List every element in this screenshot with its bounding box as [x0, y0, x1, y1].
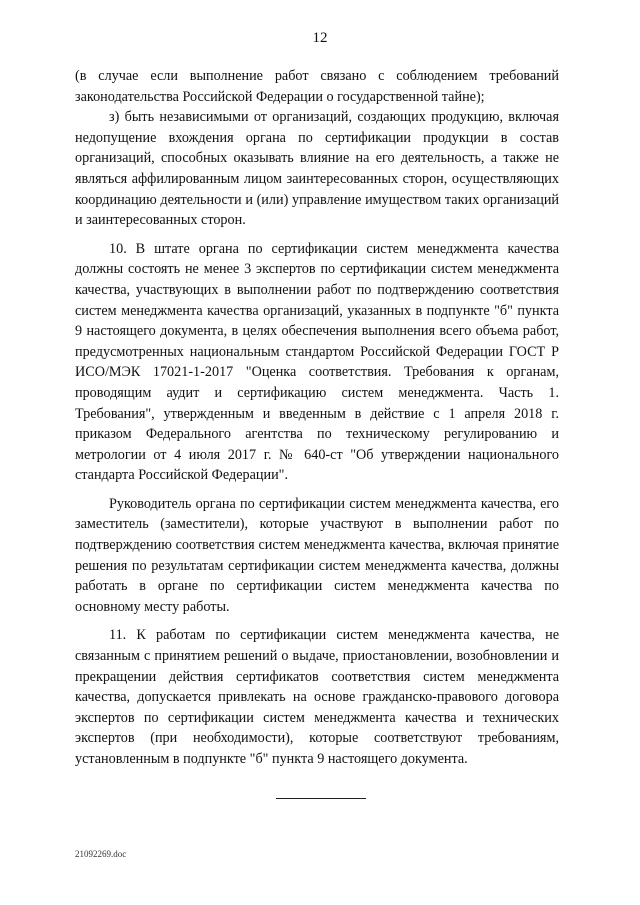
- paragraph-continuation: (в случае если выполнение работ связано с соблюдением требований законодательства Российской Федерации о государственной тайне);: [75, 68, 559, 105]
- paragraph-clause-10: 10. В штате органа по сертификации систем менеджмента качества должны состоять не менее 3 экспертов по сертификации систем менеджмента качества, участвующих в выполнении работ по подтверждению соответствия систем менеджмента качества организаций, указанных в подпункте "б" пункта 9 настоящего документа, в целях обеспечения выполнения всего объема работ, предусмотренных национальным стандартом Российской Федерации ГОСТ Р ИСО/МЭК 17021-1-2017 "Оценка соответствия. Требования к органам, проводящим аудит и сертификацию систем менеджмента. Часть 1. Требования", утвержденным и введенным в действие с 1 апреля 2018 г. приказом Федерального агентства по техническому регулированию и метрологии от 4 июля 2017 г. № 640-ст "Об утверждении национального стандарта Российской Федерации".: [75, 240, 559, 484]
- end-separator-line: [276, 798, 366, 799]
- footer-document-code: 21092269.doc: [75, 849, 127, 859]
- page-number: 12: [312, 30, 328, 46]
- paragraph-clause-11: 11. К работам по сертификации систем менеджмента качества, не связанным с принятием решений о выдаче, приостановлении, возобновлении и прекращении действия сертификатов соответствия систем менеджмента качества, допускается привлекать на основе гражданско-правового договора экспертов по сертификации систем менеджмента качества и технических экспертов (при необходимости), которые соответствуют требованиям, установленным в подпункте "б" пункта 9 настоящего документа.: [75, 627, 559, 767]
- document-body: [75, 66, 559, 770]
- paragraph-item-z: з) быть независимыми от организаций, создающих продукцию, включая недопущение вхождения органа по сертификации продукции в состав организаций, способных оказывать влияние на его деятельность, а также не являться аффилированным лицом заинтересованных сторон, осуществляющих координацию деятельности и (или) управление имуществом таких организаций и заинтересованных сторон.: [75, 109, 559, 229]
- paragraph-director-requirements: Руководитель органа по сертификации систем менеджмента качества, его заместитель (заместители), которые участвуют в выполнении работ по подтверждению соответствия систем менеджмента качества, включая принятие решения по результатам сертификации систем менеджмента качества, должны работать в органе по сертификации систем менеджмента качества по основному месту работы.: [75, 495, 559, 615]
